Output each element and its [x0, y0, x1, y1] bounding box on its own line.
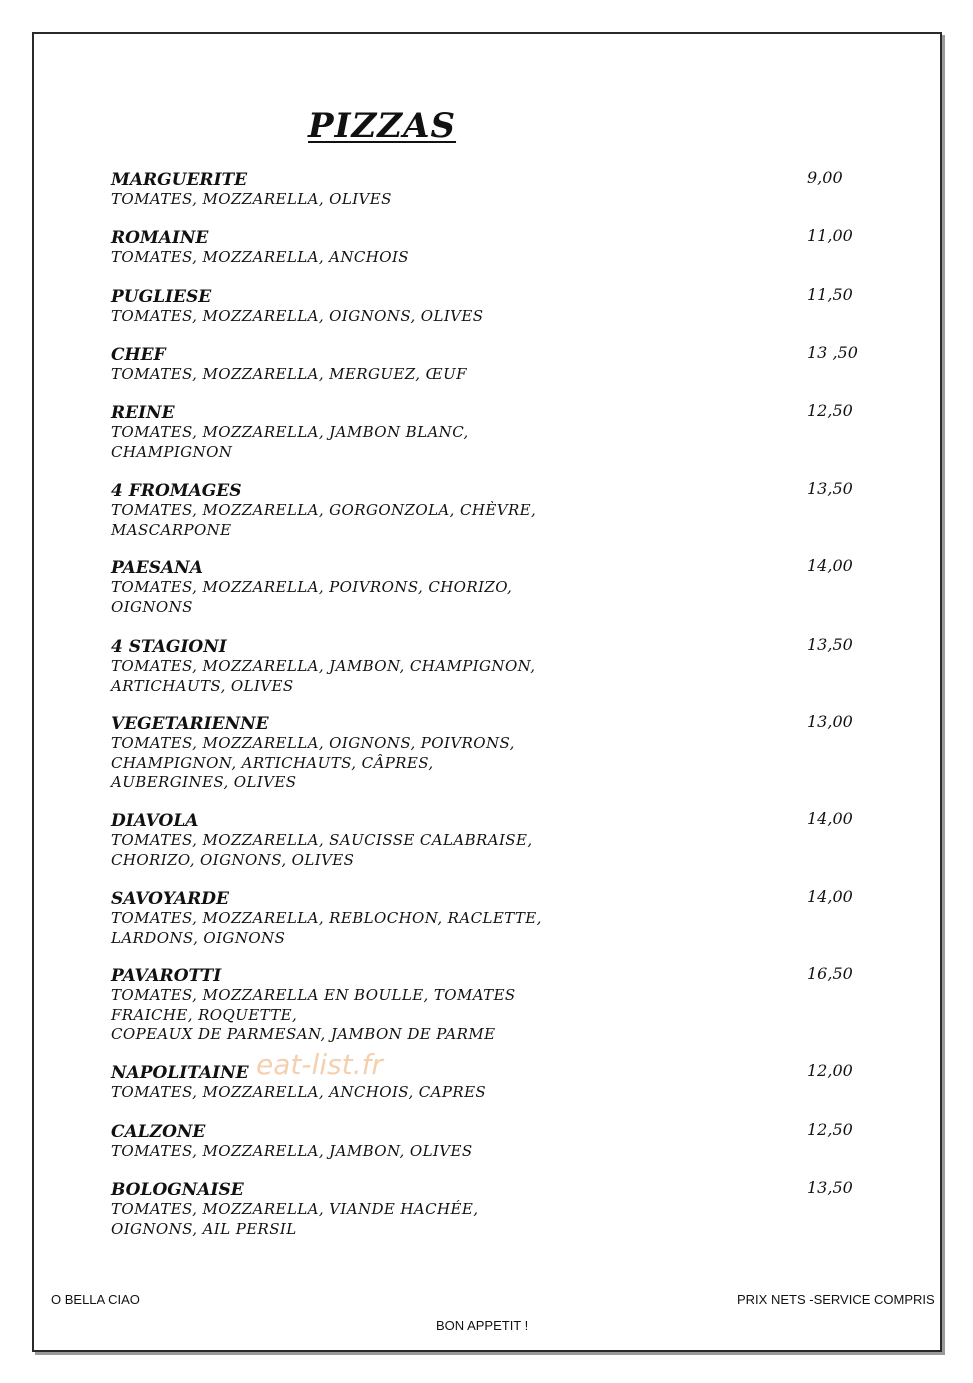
menu-item: [111, 811, 891, 870]
menu-item: [111, 403, 891, 462]
item-price: 16,50: [807, 964, 853, 983]
item-name: CALZONE: [111, 1122, 206, 1142]
item-description: TOMATES, MOZZARELLA, JAMBON, CHAMPIGNON, ARTICHAUTS, OLIVES: [111, 657, 536, 695]
menu-item: [111, 481, 891, 540]
item-price: 13 ,50: [807, 343, 858, 362]
item-name: PAVAROTTI: [111, 966, 222, 986]
item-name: DIAVOLA: [111, 811, 199, 831]
menu-item: [111, 228, 891, 268]
item-description: TOMATES, MOZZARELLA, ANCHOIS, CAPRES: [111, 1083, 487, 1101]
restaurant-name: O BELLA CIAO: [51, 1292, 140, 1307]
item-description: TOMATES, MOZZARELLA, POIVRONS, CHORIZO, OIGNONS: [111, 578, 513, 616]
item-description: TOMATES, MOZZARELLA, OIGNONS, POIVRONS, CHAMPIGNON, ARTICHAUTS, CÂPRES, AUBERGINES, OLIVES: [111, 734, 515, 791]
item-price: 13,50: [807, 1178, 853, 1197]
item-description: TOMATES, MOZZARELLA, REBLOCHON, RACLETTE, LARDONS, OIGNONS: [111, 909, 542, 947]
item-price: 12,50: [807, 1120, 853, 1139]
item-name: 4 STAGIONI: [111, 637, 227, 657]
menu-title: PIZZAS: [308, 106, 457, 146]
item-description: TOMATES, MOZZARELLA, OIGNONS, OLIVES: [111, 307, 484, 325]
item-name: NAPOLITAINE: [111, 1063, 249, 1083]
item-description: TOMATES, MOZZARELLA, JAMBON BLANC, CHAMPIGNON: [111, 423, 469, 461]
item-name: MARGUERITE: [111, 170, 248, 190]
item-price: 12,50: [807, 401, 853, 420]
item-price: 13,50: [807, 479, 853, 498]
item-description: TOMATES, MOZZARELLA EN BOULLE, TOMATES FRAICHE, ROQUETTE, COPEAUX DE PARMESAN, JAMBON DE PARME: [111, 986, 516, 1043]
item-price: 13,50: [807, 635, 853, 654]
menu-item: [111, 714, 891, 793]
menu-item: [111, 345, 891, 385]
item-name: SAVOYARDE: [111, 889, 229, 909]
item-price: 13,00: [807, 712, 853, 731]
item-name: BOLOGNAISE: [111, 1180, 244, 1200]
menu-item: [111, 1180, 891, 1239]
closing-message: BON APPETIT !: [436, 1318, 529, 1333]
prices-note: PRIX NETS -SERVICE COMPRIS: [737, 1292, 935, 1307]
item-name: PUGLIESE: [111, 287, 212, 307]
menu-item: [111, 966, 891, 1045]
item-name: 4 FROMAGES: [111, 481, 242, 501]
menu-item: [111, 287, 891, 327]
menu-item: [111, 170, 891, 210]
item-price: 11,50: [807, 285, 853, 304]
item-name: CHEF: [111, 345, 166, 365]
item-description: TOMATES, MOZZARELLA, SAUCISSE CALABRAISE, CHORIZO, OIGNONS, OLIVES: [111, 831, 533, 869]
item-price: 14,00: [807, 887, 853, 906]
item-description: TOMATES, MOZZARELLA, GORGONZOLA, CHÈVRE, MASCARPONE: [111, 501, 537, 539]
menu-item: [111, 1122, 891, 1162]
item-description: TOMATES, MOZZARELLA, OLIVES: [111, 190, 392, 208]
item-name: REINE: [111, 403, 175, 423]
item-description: TOMATES, MOZZARELLA, MERGUEZ, ŒUF: [111, 365, 467, 383]
menu-item: [111, 558, 891, 617]
item-name: PAESANA: [111, 558, 203, 578]
item-description: TOMATES, MOZZARELLA, JAMBON, OLIVES: [111, 1142, 473, 1160]
menu-item: [111, 889, 891, 948]
item-name: ROMAINE: [111, 228, 209, 248]
item-price: 14,00: [807, 809, 853, 828]
item-description: TOMATES, MOZZARELLA, ANCHOIS: [111, 248, 409, 266]
menu-item: [111, 1063, 891, 1103]
item-price: 9,00: [807, 168, 843, 187]
watermark-text: eat-list.fr: [256, 1048, 383, 1081]
item-price: 14,00: [807, 556, 853, 575]
item-price: 11,00: [807, 226, 853, 245]
item-price: 12,00: [807, 1061, 853, 1080]
item-name: VEGETARIENNE: [111, 714, 269, 734]
menu-item: [111, 637, 891, 696]
item-description: TOMATES, MOZZARELLA, VIANDE HACHÉE, OIGNONS, AIL PERSIL: [111, 1200, 479, 1238]
